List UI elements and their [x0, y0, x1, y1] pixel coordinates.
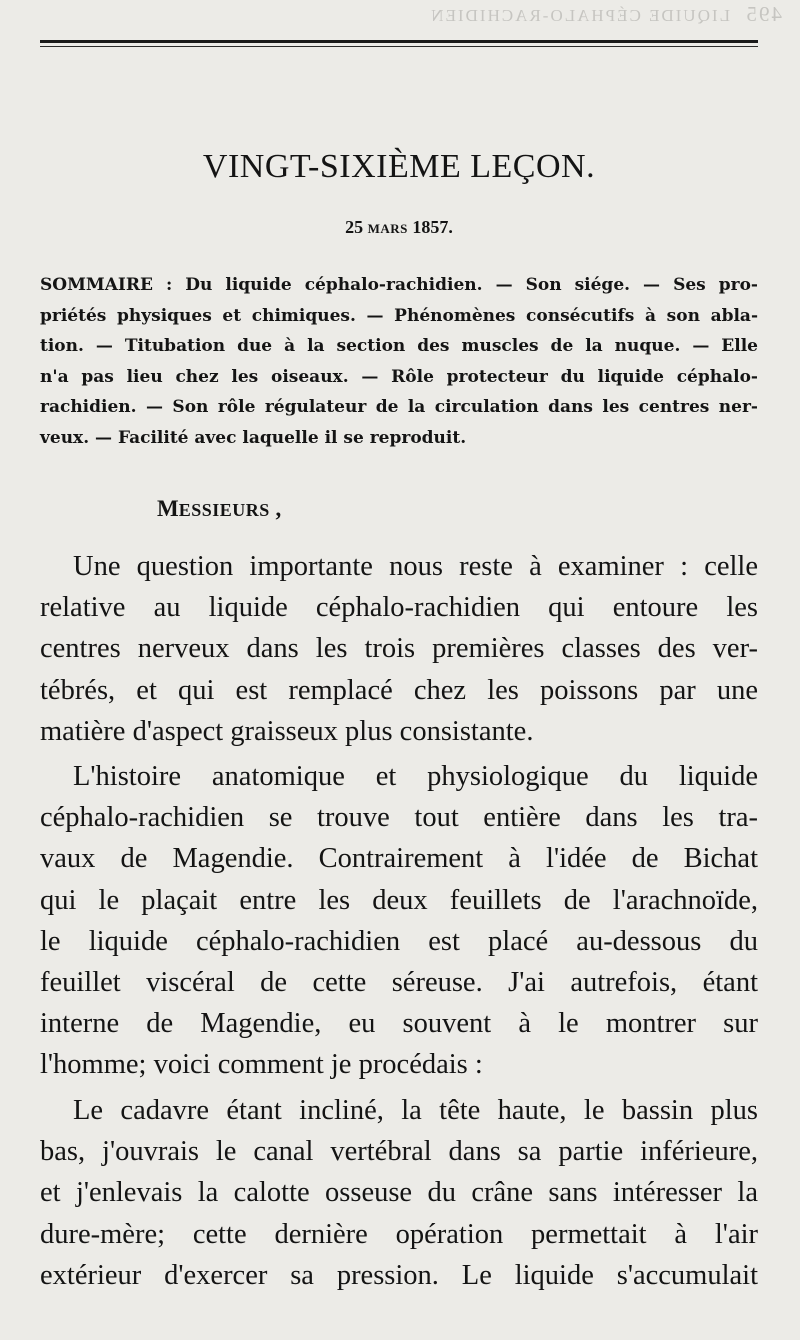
text-line: dure-mère; cette dernière opération permettait à l'air: [40, 1218, 758, 1250]
header-rule: [40, 40, 758, 43]
summary-line: tion. — Titubation due à la section des muscles de la nuque. — Elle: [40, 336, 758, 356]
header-rule-thin: [40, 46, 758, 47]
text-line: centres nerveux dans les trois premières classes des ver-: [40, 633, 758, 665]
summary-line: rachidien. — Son rôle régulateur de la circulation dans les centres ner-: [40, 397, 758, 417]
text-line: vaux de Magendie. Contrairement à l'idée de Bichat: [40, 843, 758, 875]
summary-block: [40, 270, 758, 453]
text-line: Le cadavre étant incliné, la tête haute, le bassin plus: [73, 1095, 758, 1126]
lecture-date-day: 25: [345, 217, 364, 237]
salutation: [157, 494, 281, 525]
paragraph-3: [40, 1090, 758, 1296]
text-line: extérieur d'exercer sa pression. Le liquide s'accumulait: [40, 1259, 758, 1291]
text-line: qui le plaçait entre les deux feuillets de l'arachnoïde,: [40, 884, 758, 916]
paragraph-1: [40, 546, 758, 752]
text-line: tébrés, et qui est remplacé chez les poissons par une: [40, 674, 758, 706]
lecture-date-month: MARS: [367, 221, 408, 236]
text-line: bas, j'ouvrais le canal vertébral dans sa partie inférieure,: [40, 1136, 758, 1168]
summary-line: veux. — Facilité avec laquelle il se reproduit.: [40, 427, 467, 448]
lecture-date: [40, 216, 758, 240]
bleed-through-header: [230, 2, 790, 32]
text-line: interne de Magendie, eu souvent à le montrer sur: [40, 1008, 758, 1040]
text-line: le liquide céphalo-rachidien est placé au-dessous du: [40, 925, 758, 957]
lecture-title: VINGT-SIXIÈME LEÇON.: [202, 148, 596, 185]
text-line: l'homme; voici comment je procédais :: [40, 1049, 483, 1081]
text-line: matière d'aspect graisseux plus consistante.: [40, 715, 534, 747]
text-line: et j'enlevais la calotte osseuse du crâne sans intéresser la: [40, 1177, 758, 1209]
salutation-rest: ESSIEURS: [178, 500, 270, 520]
summary-line: n'a pas lieu chez les oiseaux. — Rôle protecteur du liquide céphalo-: [40, 366, 758, 387]
bleed-running-title: LIQUIDE CÉPHALO-RACHIDIEN: [429, 6, 730, 25]
paragraph-2: [40, 756, 758, 1086]
summary-line: SOMMAIRE : Du liquide céphalo-rachidien. — Son siége. — Ses pro-: [40, 275, 758, 295]
text-line: relative au liquide céphalo-rachidien qui entoure les: [40, 592, 758, 624]
salutation-initial: M: [157, 496, 179, 521]
text-line: céphalo-rachidien se trouve tout entière dans les tra-: [40, 802, 758, 834]
text-line: feuillet viscéral de cette séreuse. J'ai autrefois, étant: [40, 966, 758, 998]
text-line: Une question importante nous reste à examiner : celle: [73, 551, 758, 582]
summary-line: priétés physiques et chimiques. — Phénomènes consécutifs à son abla-: [40, 305, 758, 326]
bleed-page-number: 495: [744, 2, 782, 26]
salutation-punct: ,: [269, 496, 282, 521]
lecture-date-year: 1857.: [412, 217, 453, 237]
text-line: L'histoire anatomique et physiologique du liquide: [73, 761, 758, 792]
